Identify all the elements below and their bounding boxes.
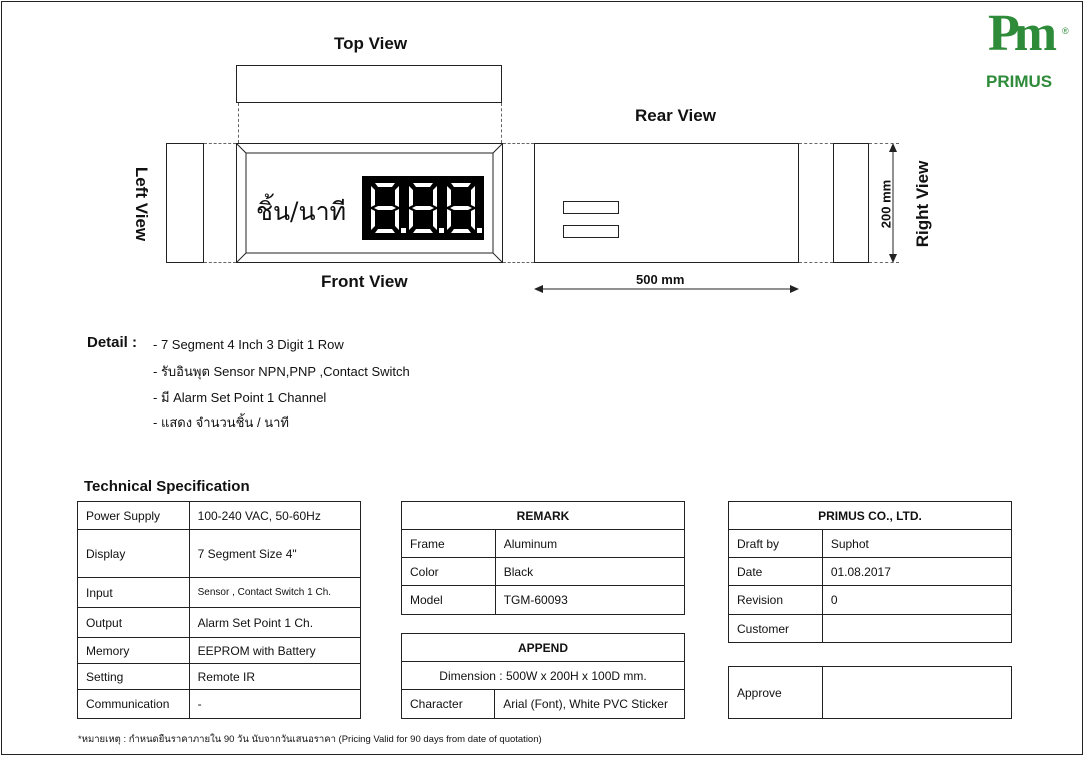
remark-value: Aluminum: [495, 530, 684, 558]
table-row: [729, 502, 1012, 530]
spec-label: Output: [78, 608, 190, 638]
append-character-value: Arial (Font), White PVC Sticker: [495, 690, 685, 719]
table-row: [402, 530, 685, 558]
tech-spec-table: [77, 501, 361, 719]
footer-note: *หมายเหตุ : กำหนดยืนราคาภายใน 90 วัน นับจากวันเสนอราคา (Pricing Valid for 90 days from date of quotation): [78, 734, 542, 745]
rear-view-title: Rear View: [635, 106, 716, 125]
top-view-title: Top View: [334, 34, 408, 53]
table-row: [78, 638, 361, 664]
approve-value: [822, 667, 1011, 719]
left-view-title: Left View: [132, 166, 151, 242]
remark-label: Model: [402, 586, 496, 615]
logo-name: PRIMUS: [986, 72, 1053, 91]
approve-table: [728, 666, 1012, 719]
digit-1: [371, 183, 406, 233]
tech-spec-title: Technical Specification: [84, 478, 250, 495]
remark-value: TGM-60093: [495, 586, 684, 615]
guide-bottom-right: [799, 262, 833, 263]
table-row: [78, 608, 361, 638]
front-panel-label: ชิ้น/นาที: [256, 197, 347, 226]
table-row: [729, 586, 1012, 615]
spec-value: Sensor , Contact Switch 1 Ch.: [189, 578, 360, 608]
table-row: [402, 558, 685, 586]
right-view-title: Right View: [913, 160, 932, 248]
table-row: [729, 667, 1012, 719]
spec-value: Remote IR: [189, 664, 360, 690]
front-view-title: Front View: [321, 272, 408, 291]
logo-mark: Pm: [988, 5, 1052, 62]
spec-value: 100-240 VAC, 50-60Hz: [189, 502, 360, 530]
digit-2: [409, 183, 444, 233]
remark-title: REMARK: [402, 502, 685, 530]
detail-title: Detail :: [87, 334, 138, 351]
height-dimension-label: 200 mm: [878, 179, 894, 229]
company-label: Revision: [729, 586, 823, 615]
digit-3: [447, 183, 482, 233]
approve-label: Approve: [729, 667, 823, 719]
table-row: [78, 578, 361, 608]
table-row: [729, 558, 1012, 586]
table-row: [402, 586, 685, 615]
spec-value: 7 Segment Size 4": [189, 530, 360, 578]
company-value: [822, 615, 1011, 643]
spec-value: EEPROM with Battery: [189, 638, 360, 664]
right-view-box: [833, 143, 869, 263]
top-view-box: [236, 65, 502, 103]
table-row: [78, 502, 361, 530]
append-dimension: Dimension : 500W x 200H x 100D mm.: [402, 662, 685, 690]
company-label: Customer: [729, 615, 823, 643]
append-title: APPEND: [402, 634, 685, 662]
company-value: Suphot: [822, 530, 1011, 558]
table-row: [402, 662, 685, 690]
seven-segment-display: [362, 176, 484, 240]
segment-digits: [362, 176, 484, 240]
table-row: [729, 615, 1012, 643]
table-row: [78, 690, 361, 719]
company-table: [728, 501, 1012, 643]
spec-label: Setting: [78, 664, 190, 690]
guide-bottom-left: [204, 262, 236, 263]
table-row: [78, 664, 361, 690]
spec-value: Alarm Set Point 1 Ch.: [189, 608, 360, 638]
spec-label: Communication: [78, 690, 190, 719]
guide-top-middle: [503, 143, 534, 144]
remark-table: [401, 501, 685, 615]
logo-registered: ®: [1062, 26, 1069, 36]
append-character-label: Character: [402, 690, 495, 719]
spec-label: Memory: [78, 638, 190, 664]
primus-logo: [982, 5, 1078, 94]
append-table: [401, 633, 685, 719]
spec-label: Input: [78, 578, 190, 608]
company-label: Date: [729, 558, 823, 586]
company-title: PRIMUS CO., LTD.: [729, 502, 1012, 530]
spec-label: Power Supply: [78, 502, 190, 530]
table-row: [402, 502, 685, 530]
spec-label: Display: [78, 530, 190, 578]
top-view-guide-right: [501, 103, 502, 143]
rear-slot-2: [563, 225, 619, 238]
guide-top-left: [204, 143, 236, 144]
company-label: Draft by: [729, 530, 823, 558]
table-row: [729, 530, 1012, 558]
rear-slot-1: [563, 201, 619, 214]
company-value: 0: [822, 586, 1011, 615]
detail-line-4: - แสดง จำนวนชิ้น / นาที: [153, 415, 289, 430]
remark-value: Black: [495, 558, 684, 586]
left-view-box: [166, 143, 204, 263]
detail-line-2: - รับอินพุต Sensor NPN,PNP ,Contact Switch: [153, 364, 410, 379]
guide-top-right: [799, 143, 833, 144]
guide-bottom-middle: [503, 262, 534, 263]
detail-line-1: - 7 Segment 4 Inch 3 Digit 1 Row: [153, 337, 344, 352]
table-row: [402, 634, 685, 662]
detail-line-3: - มี Alarm Set Point 1 Channel: [153, 390, 327, 405]
remark-label: Color: [402, 558, 496, 586]
table-row: [402, 690, 685, 719]
table-row: [78, 530, 361, 578]
remark-label: Frame: [402, 530, 496, 558]
spec-value: -: [189, 690, 360, 719]
width-dimension-label: 500 mm: [636, 272, 685, 287]
top-view-guide-left: [238, 103, 239, 143]
company-value: 01.08.2017: [822, 558, 1011, 586]
